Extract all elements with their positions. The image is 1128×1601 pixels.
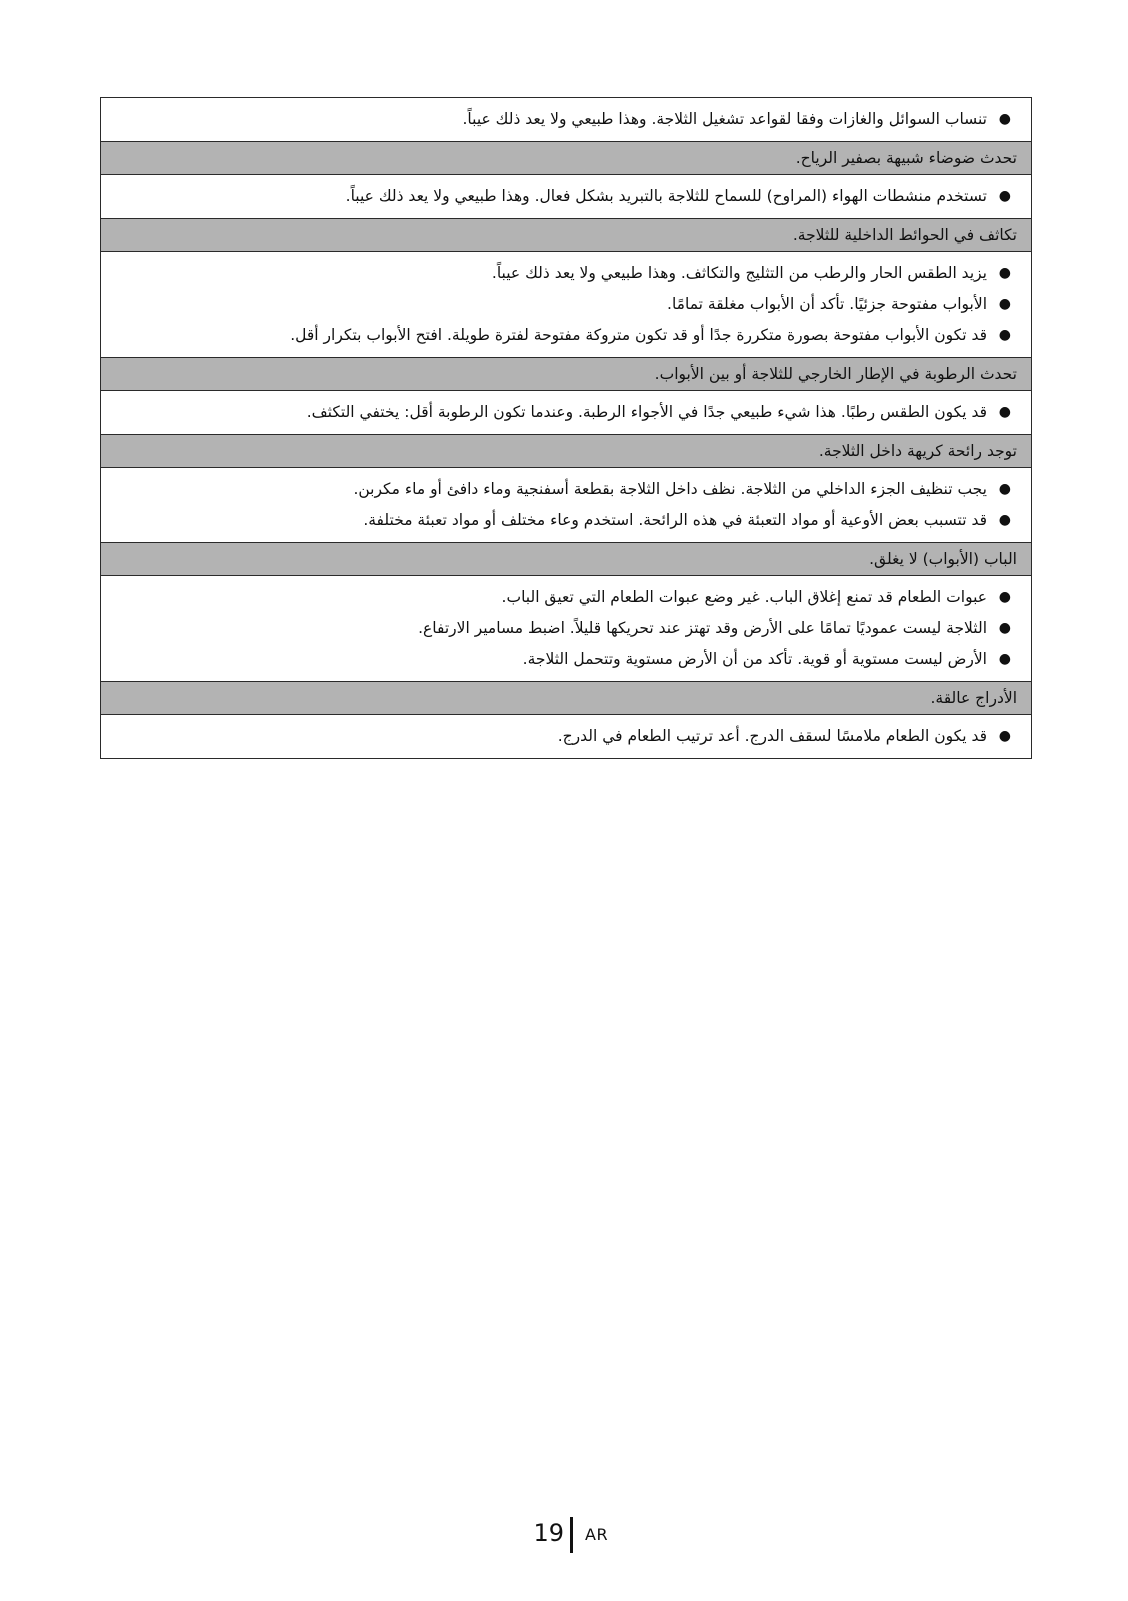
bullet-icon: ● [998,404,1011,420]
footer-divider [570,1517,573,1553]
list-item: ● الأبواب مفتوحة جزئيًا. تأكد أن الأبواب مغلقة تمامًا. [111,289,1019,320]
list-item: ● يجب تنظيف الجزء الداخلي من الثلاجة. نظف داخل الثلاجة بقطعة أسفنجية وماء دافئ أو ماء مكربن. [111,474,1019,505]
section-3-body [101,390,1031,434]
section-2-body [101,251,1031,357]
list-item: ● قد يكون الطعام ملامسًا لسقف الدرج. أعد ترتيب الطعام في الدرج. [111,721,1019,752]
section-heading: توجد رائحة كريهة داخل الثلاجة. [101,434,1031,467]
section-5-body [101,575,1031,681]
bullet-icon: ● [998,620,1011,636]
list-item: ● يزيد الطقس الحار والرطب من التثليج والتكاثف. وهذا طبيعي ولا يعد ذلك عيباً. [111,258,1019,289]
bullet-icon: ● [998,728,1011,744]
section-4-body [101,467,1031,542]
section-6-body [101,714,1031,758]
bullet-icon: ● [998,512,1011,528]
bullet-icon: ● [998,296,1011,312]
section-heading: تحدث الرطوبة في الإطار الخارجي للثلاجة أو بين الأبواب. [101,357,1031,390]
list-item: ● عبوات الطعام قد تمنع إغلاق الباب. غير وضع عبوات الطعام التي تعيق الباب. [111,582,1019,613]
bullet-icon: ● [998,188,1011,204]
section-heading: الأدراج عالقة. [101,681,1031,714]
language-code: AR [585,1525,609,1544]
page-number: 19 [533,1519,564,1547]
section-heading: الباب (الأبواب) لا يغلق. [101,542,1031,575]
list-item: ● الثلاجة ليست عموديًا تمامًا على الأرض وقد تهتز عند تحريكها قليلاً. اضبط مسامير الارتفاع. [111,613,1019,644]
list-item: ● قد تكون الأبواب مفتوحة بصورة متكررة جدًا أو قد تكون متروكة مفتوحة لفترة طويلة. افتح الأبواب بتكرار أقل. [111,320,1019,351]
page-footer [0,1517,1128,1557]
troubleshooting-table [100,97,1032,759]
list-item: ● تنساب السوائل والغازات وفقا لقواعد تشغيل الثلاجة. وهذا طبيعي ولا يعد ذلك عيباً. [111,104,1019,135]
section-heading: تحدث ضوضاء شبيهة بصفير الرياح. [101,141,1031,174]
bullet-icon: ● [998,589,1011,605]
list-item: ● قد يكون الطقس رطبًا. هذا شيء طبيعي جدًا في الأجواء الرطبة. وعندما تكون الرطوبة أقل: يختفي التكثف. [111,397,1019,428]
bullet-icon: ● [998,327,1011,343]
bullet-icon: ● [998,265,1011,281]
section-heading: تكاثف في الحوائط الداخلية للثلاجة. [101,218,1031,251]
list-item: ● قد تتسبب بعض الأوعية أو مواد التعبئة في هذه الرائحة. استخدم وعاء مختلف أو مواد تعبئة مختلفة. [111,505,1019,536]
list-item: ● الأرض ليست مستوية أو قوية. تأكد من أن الأرض مستوية وتتحمل الثلاجة. [111,644,1019,675]
bullet-icon: ● [998,651,1011,667]
section-0-body [101,98,1031,141]
section-1-body [101,174,1031,218]
list-item: ● تستخدم منشطات الهواء (المراوح) للسماح للثلاجة بالتبريد بشكل فعال. وهذا طبيعي ولا يعد ذلك عيباً. [111,181,1019,212]
bullet-icon: ● [998,481,1011,497]
bullet-icon: ● [998,111,1011,127]
